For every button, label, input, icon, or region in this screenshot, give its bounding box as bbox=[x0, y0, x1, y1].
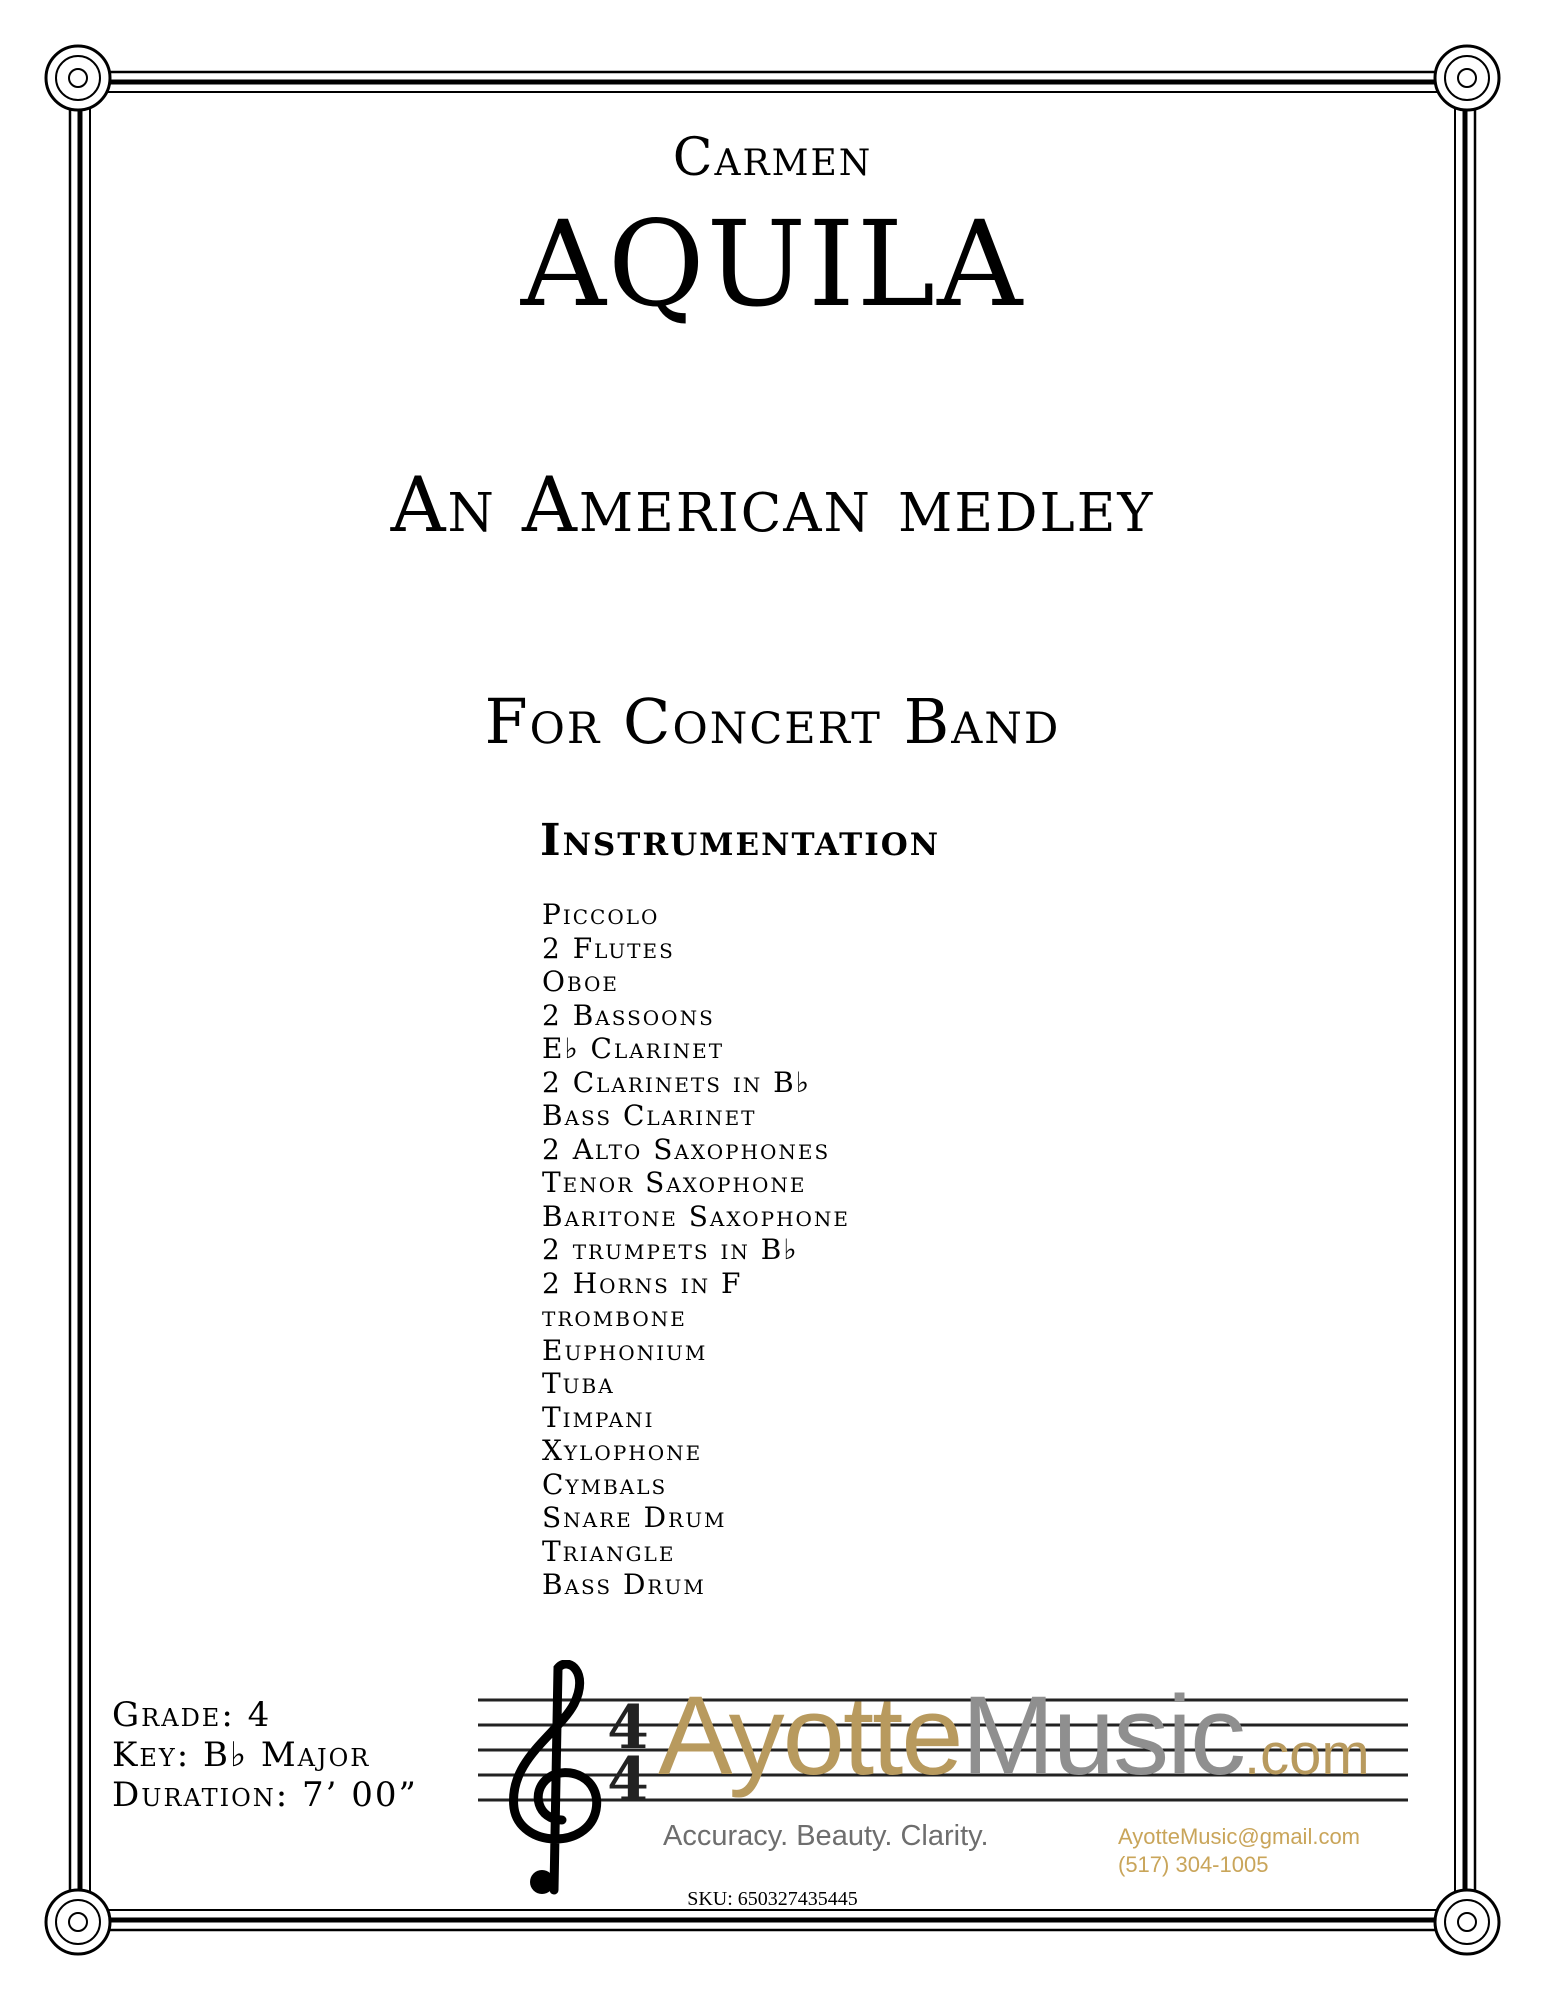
contact-info bbox=[1118, 1823, 1360, 1879]
composer-last-name: AQUILA bbox=[520, 195, 1025, 333]
grade-label: Grade: 4 bbox=[112, 1695, 272, 1735]
instrument-item: Bass Drum bbox=[542, 1568, 706, 1601]
piece-details bbox=[112, 1695, 418, 1815]
instrumentation-list bbox=[542, 898, 850, 1602]
instrument-item: Tenor Saxophone bbox=[542, 1166, 807, 1199]
instrument-item: Piccolo bbox=[542, 898, 660, 931]
instrument-item: E♭ Clarinet bbox=[542, 1032, 725, 1065]
composer-first-name: Carmen bbox=[672, 128, 873, 188]
brand-ayotte: Ayotte bbox=[658, 1673, 962, 1798]
corner-ornament-top-right bbox=[1435, 46, 1499, 110]
piece-subtitle: For Concert Band bbox=[484, 685, 1061, 758]
brand-music: Music bbox=[961, 1673, 1244, 1798]
brand-domain: .com bbox=[1243, 1722, 1370, 1787]
instrument-item: Oboe bbox=[542, 965, 620, 998]
brand-tagline: Accuracy. Beauty. Clarity. bbox=[663, 1820, 989, 1852]
instrument-item: Tuba bbox=[542, 1367, 615, 1400]
key-label: Key: B♭ Major bbox=[112, 1735, 371, 1775]
piece-title: An American medley bbox=[390, 460, 1155, 549]
instrument-item: 2 Bassoons bbox=[542, 998, 715, 1032]
instrument-item: trombone bbox=[542, 1300, 687, 1333]
instrument-item: Cymbals bbox=[542, 1467, 668, 1501]
sku-label: SKU: 650327435445 bbox=[687, 1888, 858, 1910]
brand-name bbox=[658, 1673, 1370, 1798]
contact-email: AyotteMusic@gmail.com bbox=[1118, 1824, 1360, 1849]
contact-phone: (517) 304-1005 bbox=[1118, 1852, 1269, 1877]
time-signature-bottom: 4 bbox=[607, 1745, 649, 1815]
instrument-item: Baritone Saxophone bbox=[542, 1199, 851, 1233]
instrument-item: Snare Drum bbox=[542, 1501, 727, 1534]
instrument-item: Xylophone bbox=[542, 1434, 703, 1467]
instrument-item: 2 Horns in F bbox=[542, 1266, 743, 1300]
instrument-item: Triangle bbox=[542, 1534, 676, 1568]
instrument-item: Timpani bbox=[542, 1400, 655, 1434]
instrument-item: 2 Flutes bbox=[542, 931, 675, 965]
duration-label: Duration: 7’ 00” bbox=[112, 1775, 418, 1815]
publisher-logo bbox=[478, 1660, 1413, 1900]
instrument-item: 2 trumpets in B♭ bbox=[542, 1233, 799, 1266]
instrument-item: Bass Clarinet bbox=[542, 1099, 757, 1132]
instrument-item: Euphonium bbox=[542, 1333, 708, 1367]
instrumentation-heading: Instrumentation bbox=[540, 815, 941, 866]
corner-ornament-top-left bbox=[46, 46, 110, 110]
time-signature-top: 4 bbox=[607, 1693, 649, 1763]
instrument-item: 2 Clarinets in B♭ bbox=[542, 1065, 811, 1099]
instrument-item: 2 Alto Saxophones bbox=[542, 1132, 831, 1166]
